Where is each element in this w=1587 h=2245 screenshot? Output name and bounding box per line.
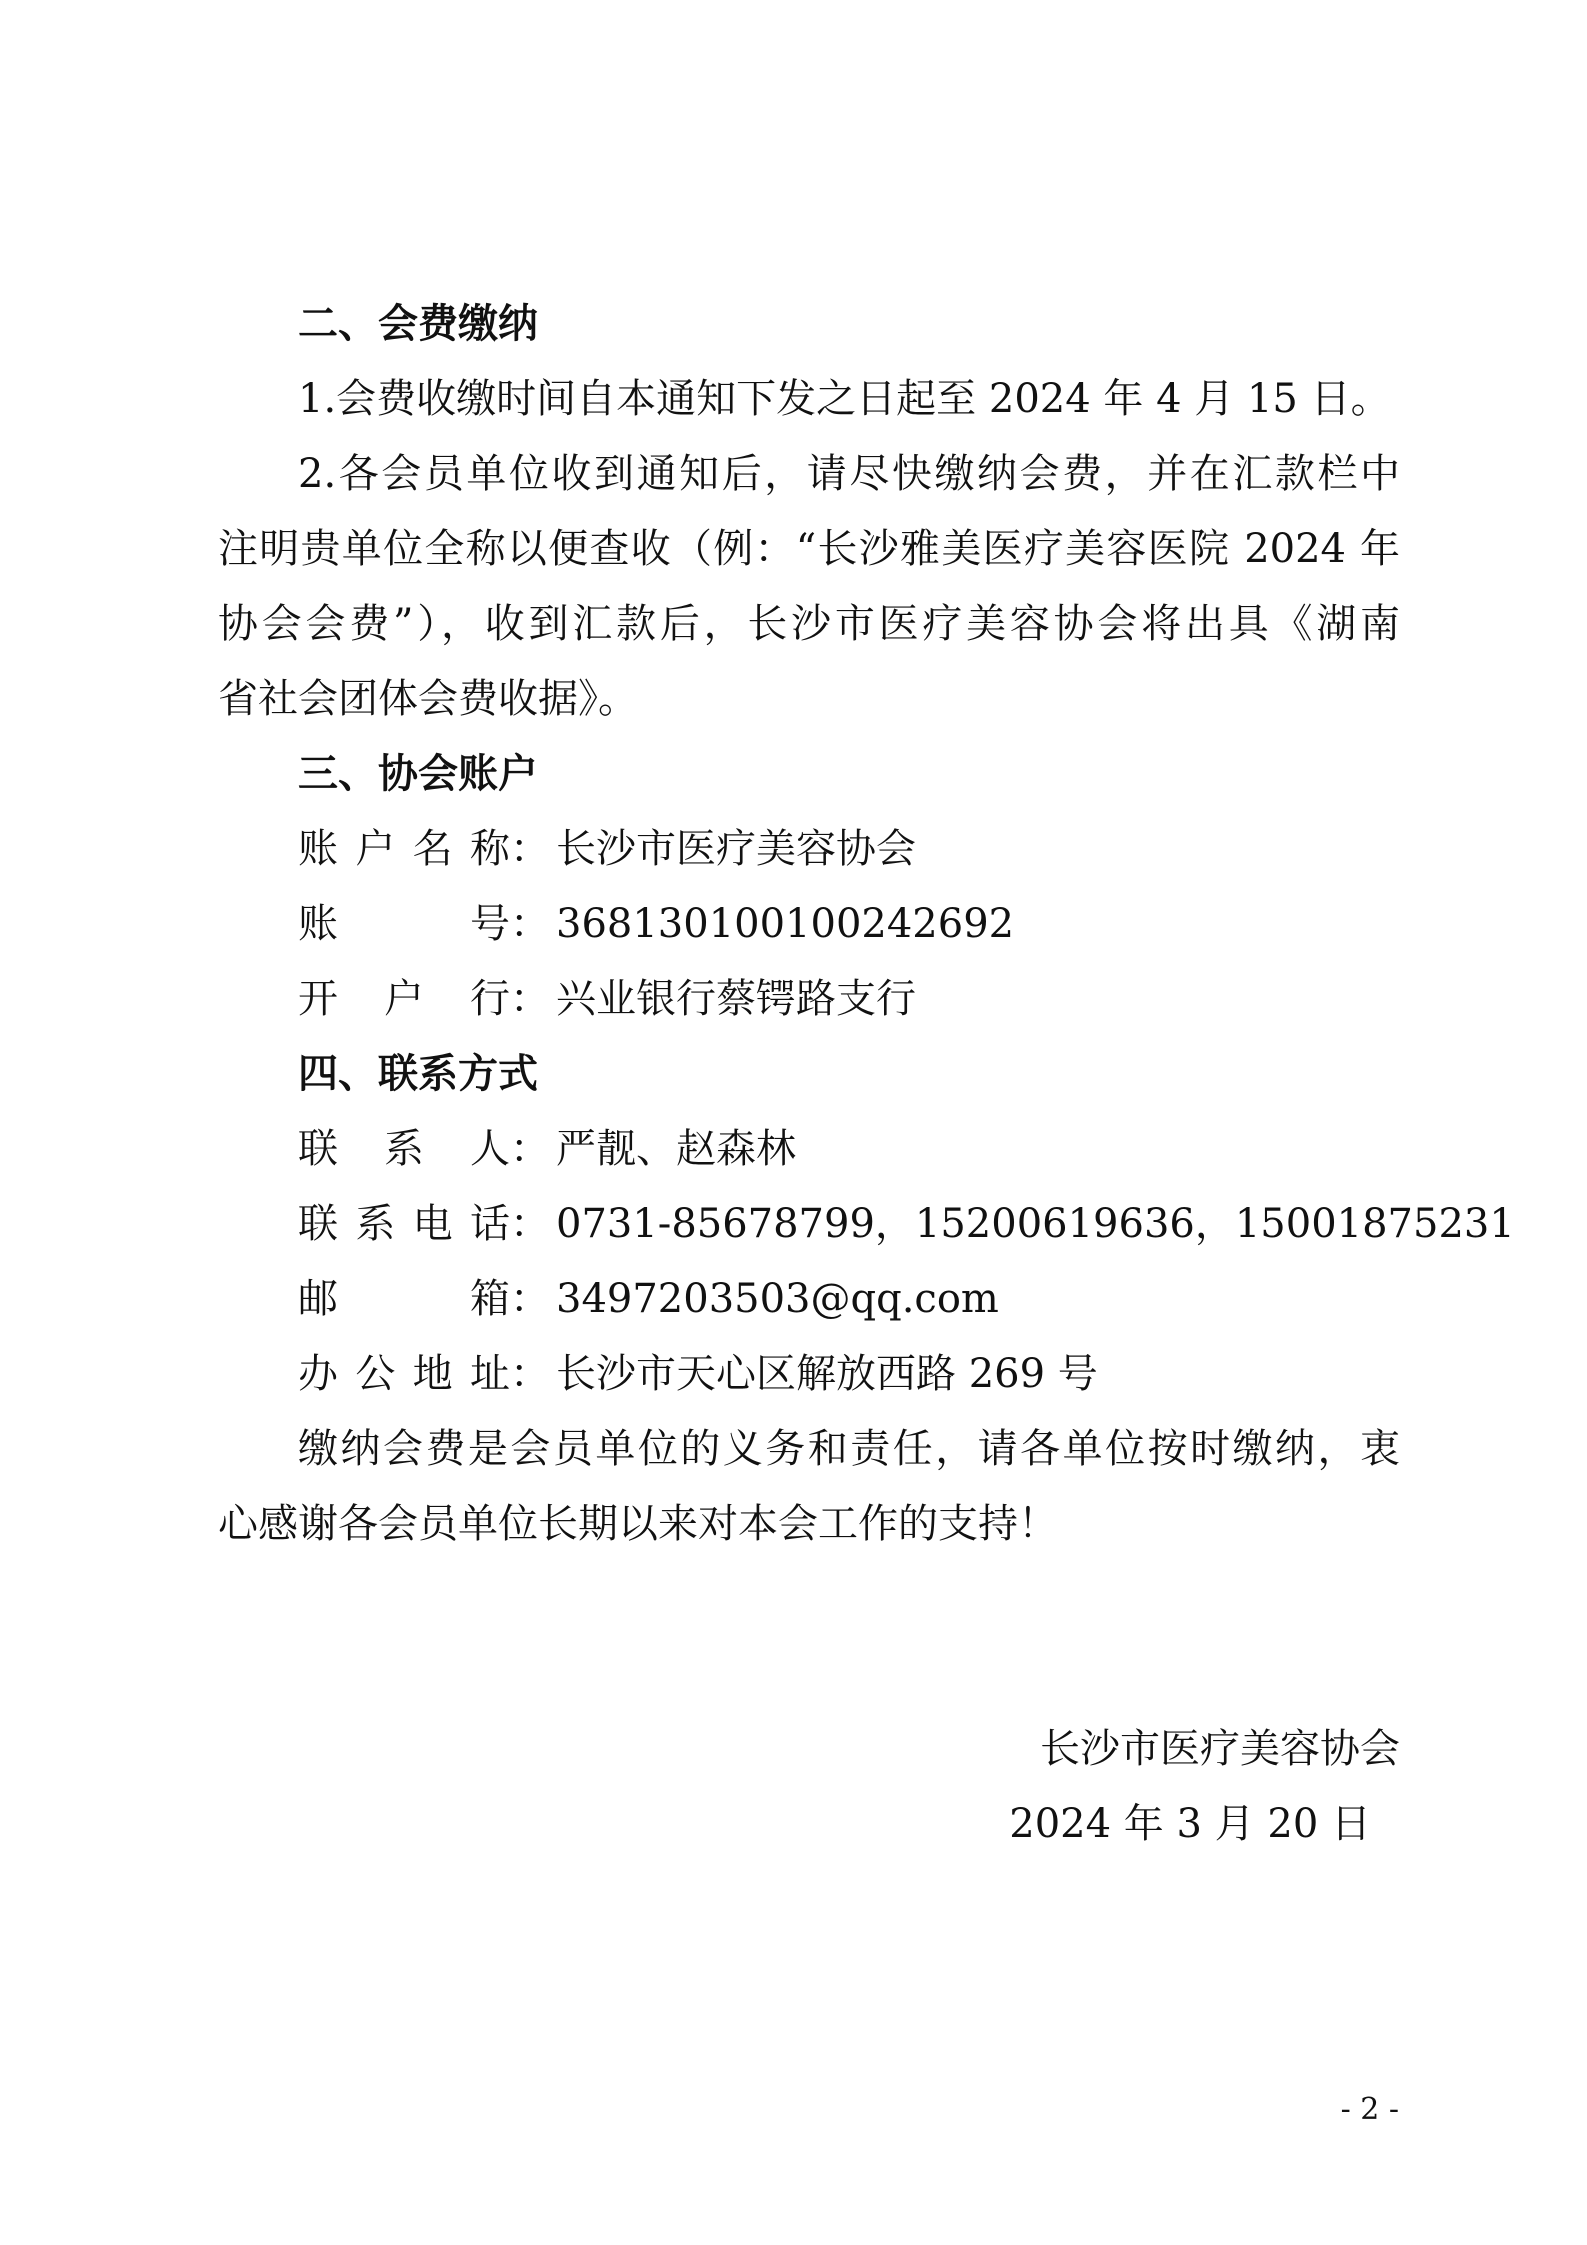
bank-label: 开户行 (298, 976, 510, 1022)
bank-row (298, 971, 916, 1027)
account-number-label: 账号 (298, 901, 510, 947)
colon: ： (510, 1276, 550, 1322)
signature-date: 2024 年 3 月 20 日 (1009, 1801, 1371, 1847)
closing-line-2: 心感谢各会员单位长期以来对本会工作的支持！ (218, 1501, 1058, 1547)
page-number: - 2 - (1340, 2092, 1399, 2127)
account-number-row (298, 896, 1014, 952)
signature-organization: 长沙市医疗美容协会 (1040, 1726, 1400, 1772)
phone-label: 联系电话 (298, 1201, 510, 1247)
contact-person-value: 严靓、赵森林 (556, 1126, 796, 1172)
colon: ： (510, 1201, 550, 1247)
email-row (298, 1271, 999, 1327)
dues-item-2-line-4: 省社会团体会费收据》。 (218, 676, 638, 722)
phone-row (298, 1196, 1515, 1252)
colon: ： (510, 901, 550, 947)
account-number-value: 368130100100242692 (556, 901, 1015, 947)
account-name-row (298, 821, 916, 877)
dues-item-2-line-3: 协会会费”），收到汇款后，长沙市医疗美容协会将出具《湖南 (218, 601, 1400, 647)
closing-line-1: 缴纳会费是会员单位的义务和责任，请各单位按时缴纳，衷 (298, 1426, 1400, 1472)
phone-value: 0731-85678799，15200619636，15001875231 (556, 1201, 1515, 1247)
dues-item-2-line-1: 2.各会员单位收到通知后，请尽快缴纳会费，并在汇款栏中 (298, 451, 1400, 497)
address-label: 办公地址 (298, 1351, 510, 1397)
address-row (298, 1346, 1098, 1402)
dues-item-2-line-2: 注明贵单位全称以便查收（例：“长沙雅美医疗美容医院 2024 年 (218, 526, 1400, 572)
address-value: 长沙市天心区解放西路 269 号 (556, 1351, 1098, 1397)
section-heading-contact: 四、联系方式 (298, 1051, 538, 1097)
colon: ： (510, 826, 550, 872)
email-label: 邮箱 (298, 1276, 510, 1322)
colon: ： (510, 1126, 550, 1172)
dues-item-1: 1.会费收缴时间自本通知下发之日起至 2024 年 4 月 15 日。 (298, 376, 1391, 422)
section-heading-account: 三、协会账户 (298, 751, 538, 797)
bank-value: 兴业银行蔡锷路支行 (556, 976, 916, 1022)
account-name-label: 账户名称 (298, 826, 510, 872)
section-heading-dues: 二、会费缴纳 (298, 301, 538, 347)
contact-person-row (298, 1121, 796, 1177)
account-name-value: 长沙市医疗美容协会 (556, 826, 916, 872)
colon: ： (510, 1351, 550, 1397)
contact-person-label: 联系人 (298, 1126, 510, 1172)
colon: ： (510, 976, 550, 1022)
email-value: 3497203503@qq.com (556, 1276, 999, 1322)
